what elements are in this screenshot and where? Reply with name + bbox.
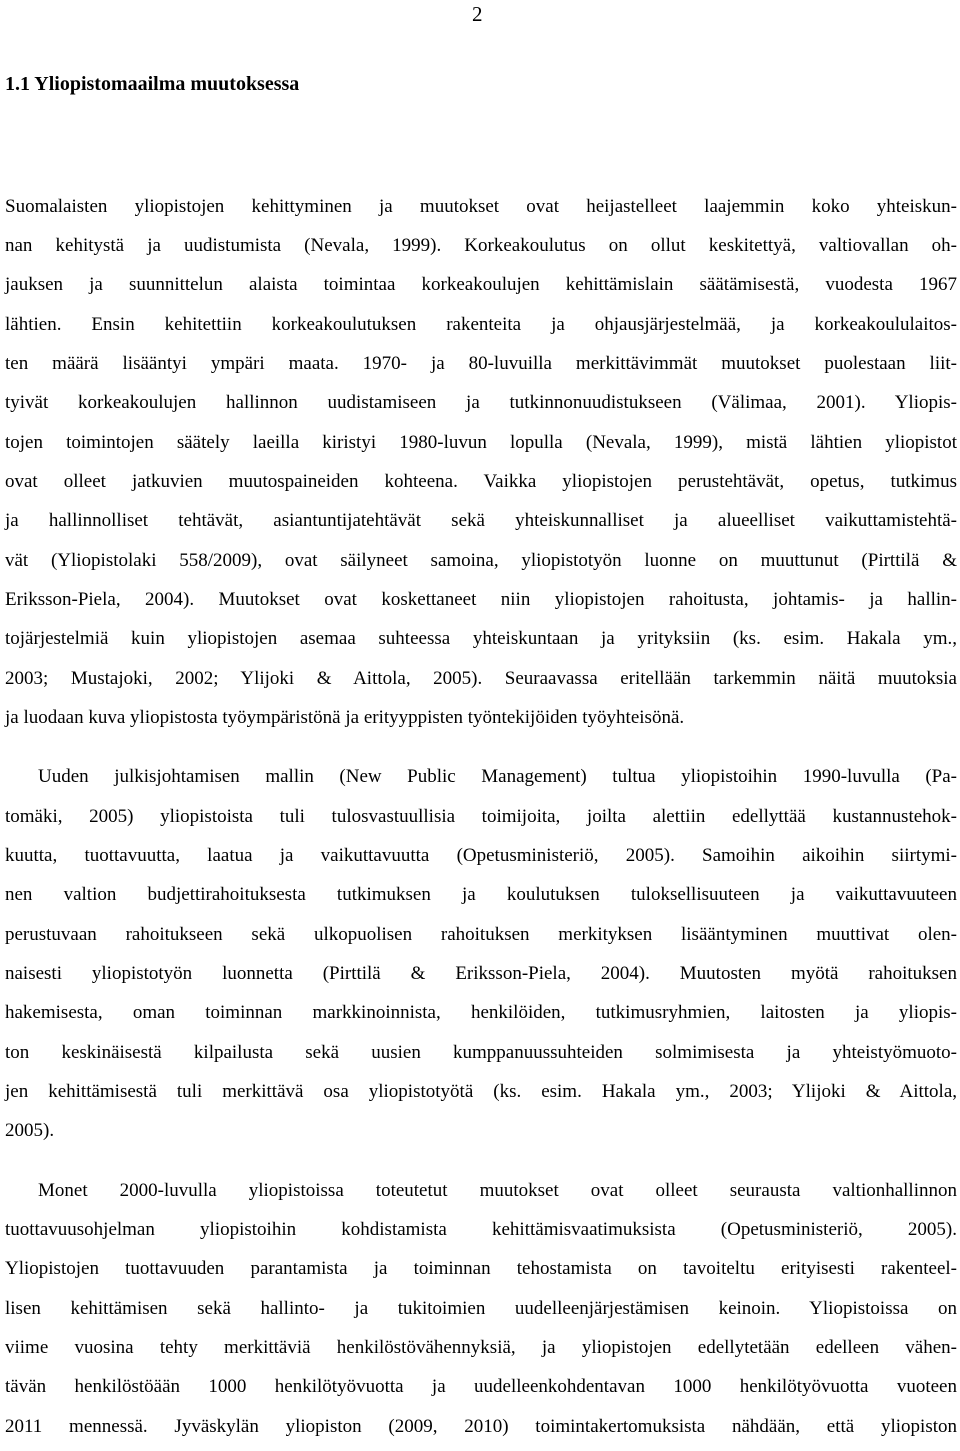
text-line: tyivät korkeakoulujen hallinnon uudistamiseen ja tutkinnonuudistukseen (Välimaa, 2001). Yliopis- [5, 392, 957, 413]
text-line: viime vuosina tehty merkittäviä henkilöstövähennyksiä, ja yliopistojen edellytetään edelleen vähen- [5, 1337, 957, 1358]
text-line: 2005). [5, 1120, 55, 1141]
text-line: ovat olleet jatkuvien muutospaineiden kohteena. Vaikka yliopistojen perustehtävät, opetus, tutkimus [5, 471, 957, 492]
text-line: ton keskinäisestä kilpailusta sekä uusien kumppanuussuhteiden solmimisesta ja yhteistyömuoto- [5, 1042, 957, 1063]
text-line: ja luodaan kuva yliopistosta työympäristönä ja erityyppisten työntekijöiden työyhteisönä. [5, 707, 685, 728]
text-line: Uuden julkisjohtamisen mallin (New Public Management) tultua yliopistoihin 1990-luvulla (Pa- [38, 766, 957, 787]
text-line: nan kehitystä ja uudistumista (Nevala, 1999). Korkeakoulutus on ollut keskitettyä, valtiovallan oh- [5, 235, 957, 256]
text-line: nen valtion budjettirahoituksesta tutkimuksen ja koulutuksen tuloksellisuuteen ja vaikuttavuuteen [5, 884, 957, 905]
text-line: 2003; Mustajoki, 2002; Ylijoki & Aittola, 2005). Seuraavassa eritellään tarkemmin näitä muutoksia [5, 668, 957, 689]
text-line: vät (Yliopistolaki 558/2009), ovat säilyneet samoina, yliopistotyön luonne on muuttunut (Pirttilä & [5, 550, 957, 571]
text-line: Eriksson-Piela, 2004). Muutokset ovat koskettaneet niin yliopistojen rahoitusta, johtamis- ja hallin- [5, 589, 957, 610]
text-line: ja hallinnolliset tehtävät, asiantuntijatehtävät sekä yhteiskunnalliset ja alueelliset vaikuttamistehtä- [5, 510, 957, 531]
text-line: naisesti yliopistotyön luonnetta (Pirttilä & Eriksson-Piela, 2004). Muutosten myötä rahoituksen [5, 963, 957, 984]
text-line: Yliopistojen tuottavuuden parantamista ja toiminnan tehostamista on tavoiteltu erityisesti rakenteel- [5, 1258, 957, 1279]
text-line: hakemisesta, oman toiminnan markkinoinnista, henkilöiden, tutkimusryhmien, laitosten ja yliopis- [5, 1002, 957, 1023]
text-line: perustuvaan rahoitukseen sekä ulkopuolisen rahoituksen merkityksen lisääntyminen muuttivat olen- [5, 924, 957, 945]
text-line: tojärjestelmiä kuin yliopistojen asemaa suhteessa yhteiskuntaan ja yrityksiin (ks. esim. Hakala ym., [5, 628, 957, 649]
text-line: tuottavuusohjelman yliopistoihin kohdistamista kehittämisvaatimuksista (Opetusministeriö, 2005). [5, 1219, 957, 1240]
text-line: ten määrä lisääntyi ympäri maata. 1970- ja 80-luvuilla merkittävimmät muutokset puolestaan liit- [5, 353, 957, 374]
text-line: lähtien. Ensin kehitettiin korkeakoulutuksen rakenteita ja ohjausjärjestelmää, ja korkeakoululaitos- [5, 314, 957, 335]
text-line: jauksen ja suunnittelun alaista toimintaa korkeakoulujen kehittämislain säätämisestä, vuodesta 1967 [5, 274, 957, 295]
text-line: tomäki, 2005) yliopistoista tuli tulosvastuullisia toimijoita, joilta alettiin edellyttää kustannustehok- [5, 806, 957, 827]
text-line: jen kehittämisestä tuli merkittävä osa yliopistotyötä (ks. esim. Hakala ym., 2003; Ylijoki & Aittola, [5, 1081, 957, 1102]
text-line: tävän henkilöstöään 1000 henkilötyövuotta ja uudelleenkohdentavan 1000 henkilötyövuotta vuoteen [5, 1376, 957, 1397]
text-line: 2011 mennessä. Jyväskylän yliopiston (2009, 2010) toimintakertomuksista nähdään, että yliopiston [5, 1416, 957, 1437]
text-line: lisen kehittämisen sekä hallinto- ja tukitoimien uudelleenjärjestämisen keinoin. Yliopistoissa on [5, 1298, 957, 1319]
text-line: kuutta, tuottavuutta, laatua ja vaikuttavuutta (Opetusministeriö, 2005). Samoihin aikoihin siirtymi- [5, 845, 957, 866]
text-line: Monet 2000-luvulla yliopistoissa toteutetut muutokset ovat olleet seurausta valtionhallinnon [38, 1180, 957, 1201]
page-number: 2 [472, 2, 483, 26]
section-heading: 1.1 Yliopistomaailma muutoksessa [5, 73, 300, 95]
text-line: Suomalaisten yliopistojen kehittyminen ja muutokset ovat heijastelleet laajemmin koko yhteiskun- [5, 196, 957, 217]
text-line: tojen toimintojen säätely laeilla kiristyi 1980-luvun lopulla (Nevala, 1999), mistä lähtien yliopistot [5, 432, 957, 453]
